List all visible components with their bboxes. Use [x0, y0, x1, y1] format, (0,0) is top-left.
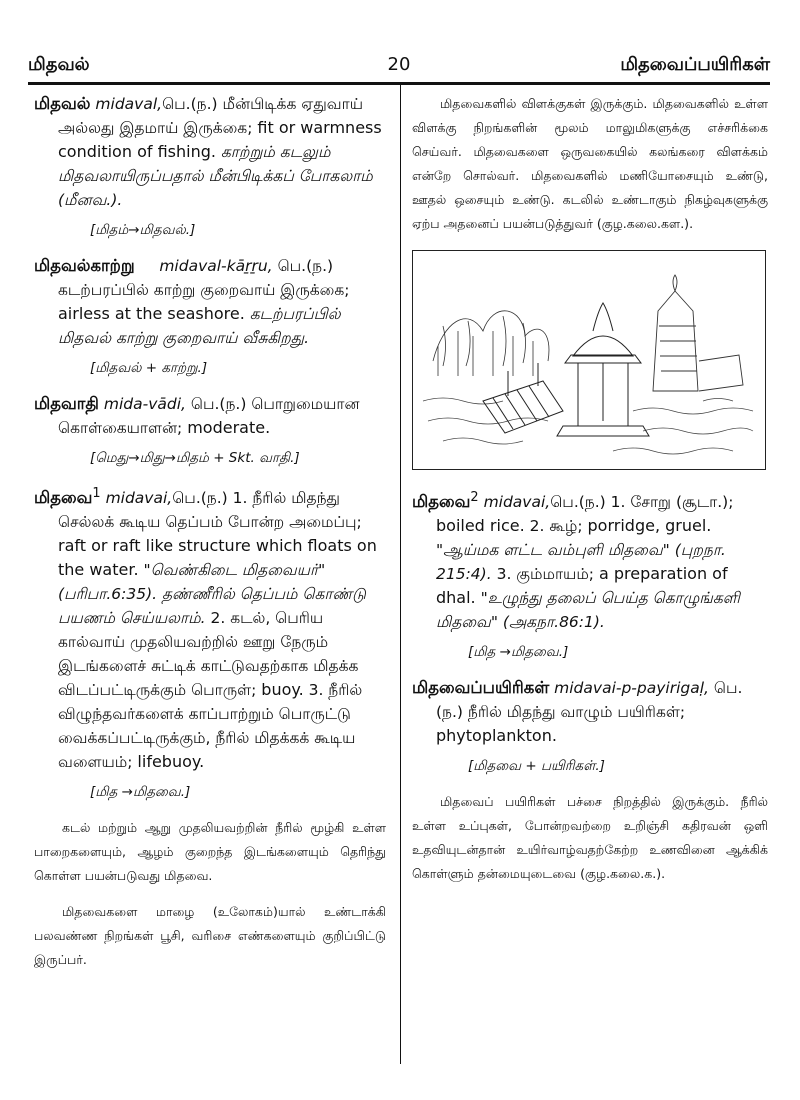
- headword: மிதவைப்பயிரிகள்: [412, 678, 550, 698]
- entry-midavai-2: [412, 486, 768, 634]
- left-column: [34, 92, 386, 984]
- transliteration: midaval-kāṟṟu,: [159, 257, 273, 275]
- part-of-speech: பெ.(ந.): [172, 489, 228, 508]
- etymology: [மித →மிதவை.]: [90, 784, 191, 801]
- entry-midavai-p-payirigal: [412, 676, 768, 748]
- transliteration: midavai-p-payirigaḷ,: [554, 679, 709, 698]
- sense-1-english: raft or raft like structure which floats on the water.: [58, 536, 377, 580]
- page-number: 20: [387, 54, 411, 75]
- usage-example: காற்றும் கடலும் மிதவலாயிருப்பதால் மீன்பிடிக்கப் போகலாம் (மீனவ.).: [58, 143, 373, 209]
- homonym-number: 1: [92, 486, 101, 501]
- headword: மிதவல்: [34, 94, 91, 113]
- sense-1-example: தண்ணீரில் தெப்பம் கொண்டு பயணம் செய்யலாம்.: [58, 585, 367, 628]
- etymology: [மெது→மிது→மிதம் + Skt. வாதி.]: [90, 450, 300, 466]
- header-right-headword: மிதவைப்பயிரிகள்: [620, 54, 770, 75]
- homonym-number: 2: [470, 490, 479, 505]
- definition-tamil: பொறுமையான கொள்கையாளன்;: [58, 395, 360, 437]
- definition-tamil: நீரில் மிதந்து வாழும் பயிரிகள்;: [467, 703, 686, 722]
- headword: மிதவாதி: [34, 394, 99, 413]
- entry-midavai-1: [34, 482, 386, 774]
- sense-3-english: lifebuoy.: [137, 752, 205, 772]
- sense-1-quotation: "வெண்கிடை மிதவையர்" (பரிபா.6:35).: [58, 561, 326, 604]
- headword: மிதவல்காற்று: [34, 256, 135, 275]
- right-column: [412, 92, 768, 898]
- transliteration: midaval,: [95, 95, 163, 113]
- sense-2-english: porridge, gruel.: [587, 516, 712, 536]
- etymology: [மிதம்→மிதவல்.]: [90, 222, 196, 238]
- sense-2-quotation: "ஆய்மக ளட்ட வம்புளி மிதவை" (புறநா. 215:4).: [436, 541, 726, 584]
- header-rule: [28, 82, 770, 85]
- part-of-speech: பெ.(ந.): [436, 679, 743, 722]
- entry-mida-vaadi: [34, 392, 386, 440]
- transliteration: mida-vādi,: [103, 395, 186, 413]
- definition-tamil: கடற்பரப்பில் காற்று குறைவாய் இருக்கை;: [58, 281, 350, 299]
- part-of-speech: பெ.(ந.): [190, 395, 247, 413]
- entry-midaval: [34, 92, 386, 212]
- definition-english: moderate.: [187, 418, 271, 437]
- sense-2-english: buoy.: [261, 680, 304, 700]
- sense-2-tamil: 2. கடல், பெரிய கால்வாய் முதலியவற்றில் ஊறு நேரும் இடங்களைச் சுட்டிக் காட்டுவதற்காக மிதக்க விடப்பட்டிருக்கும் பொருள்;: [58, 609, 359, 700]
- sense-2-tamil: 2. கூழ்;: [529, 517, 583, 536]
- sense-1-english: boiled rice.: [436, 516, 525, 536]
- column-divider: [400, 84, 401, 1064]
- floating-pavilion-drawing: [413, 251, 765, 469]
- sense-1-tamil: 1. நீரில் மிதந்து செல்லக் கூடிய தெப்பம் போன்ற அமைப்பு;: [58, 489, 362, 532]
- explanatory-note: மிதவைப் பயிரிகள் பச்சை நிறத்தில் இருக்கும். நீரில் உள்ள உப்புகள், போன்றவற்றை உறிஞ்சி கதிரவன் ஒளி உதவியுடன்தான் உயிர்வாழ்வதற்கேற்ற உணவினை ஆக்கிக் கொள்ளும் தன்மையுடைவை (குழ.கலை.க.).: [412, 794, 768, 882]
- explanatory-note: மிதவைகளில் விளக்குகள் இருக்கும். மிதவைகளில் உள்ள விளக்கு நிறங்களின் மூலம் மாலுமிகளுக்கு எச்சரிக்கை செய்வர். மிதவைகளை ஒருவகையில் கலங்கரை விளக்கம் என்றே சொல்வர். மிதவைகளில் மணியோசையும் உண்டு, ஊதல் ஒசையும் உண்டு. கடலில் உண்டாகும் நிகழ்வுகளுக்கு ஏற்ப அதனைப் பயன்படுத்துவர் (குழ.கலை.கள.).: [412, 96, 768, 231]
- sense-1-tamil: 1. சோறு (சூடா.);: [610, 493, 734, 512]
- etymology: [மிதவை + பயிரிகள்.]: [468, 758, 605, 775]
- explanatory-note: கடல் மற்றும் ஆறு முதலியவற்றின் நீரில் மூழ்கி உள்ள பாறைகளையும், ஆழம் குறைந்த இடங்களையும் தெரிந்து கொள்ள பயன்படுவது மிதவை.: [34, 820, 386, 884]
- definition-english: airless at the seashore.: [58, 304, 245, 323]
- headword: மிதவை: [412, 492, 471, 512]
- headword: மிதவை: [34, 488, 93, 508]
- definition-english: phytoplankton.: [436, 726, 557, 746]
- sense-3-tamil: 3. கும்மாயம்;: [496, 565, 595, 584]
- transliteration: midavai,: [105, 489, 173, 508]
- page-header: [28, 54, 770, 80]
- sense-3-english: a preparation of dhal.: [436, 564, 728, 608]
- illustration-floating-pavilion: [412, 250, 766, 470]
- part-of-speech: பெ.(ந.): [277, 257, 334, 275]
- sense-3-tamil: 3. நீரில் விழுந்தவர்களைக் காப்பாற்றும் பொருட்டு வைக்கப்பட்டிருக்கும், நீரில் மிதக்கக் கூடிய வளையம்;: [58, 681, 363, 772]
- part-of-speech: பெ.(ந.): [162, 95, 218, 113]
- usage-example: கடற்பரப்பில் மிதவல் காற்று குறைவாய் வீசுகிறது.: [58, 305, 341, 347]
- definition-english: fit or warmness condition of fishing.: [58, 118, 382, 161]
- sense-3-quotation: "உழுந்து தலைப் பெய்த கொழுங்களி மிதவை" (அகநா.86:1).: [436, 589, 740, 632]
- explanatory-note: மிதவைகளை மாழை (உலோகம்)யால் உண்டாக்கி பலவண்ண நிறங்கள் பூசி, வரிசை எண்களையும் குறிப்பிட்டு இருப்பர்.: [34, 904, 386, 968]
- entry-midaval-kaarru: [34, 254, 386, 350]
- etymology: [மித →மிதவை.]: [468, 644, 569, 661]
- etymology: [மிதவல் + காற்று.]: [90, 360, 208, 376]
- transliteration: midavai,: [483, 493, 551, 512]
- definition-tamil: மீன்பிடிக்க ஏதுவாய் அல்லது இதமாய் இருக்கை;: [58, 95, 364, 137]
- header-left-headword: மிதவல்: [28, 54, 90, 75]
- part-of-speech: பெ.(ந.): [550, 493, 606, 512]
